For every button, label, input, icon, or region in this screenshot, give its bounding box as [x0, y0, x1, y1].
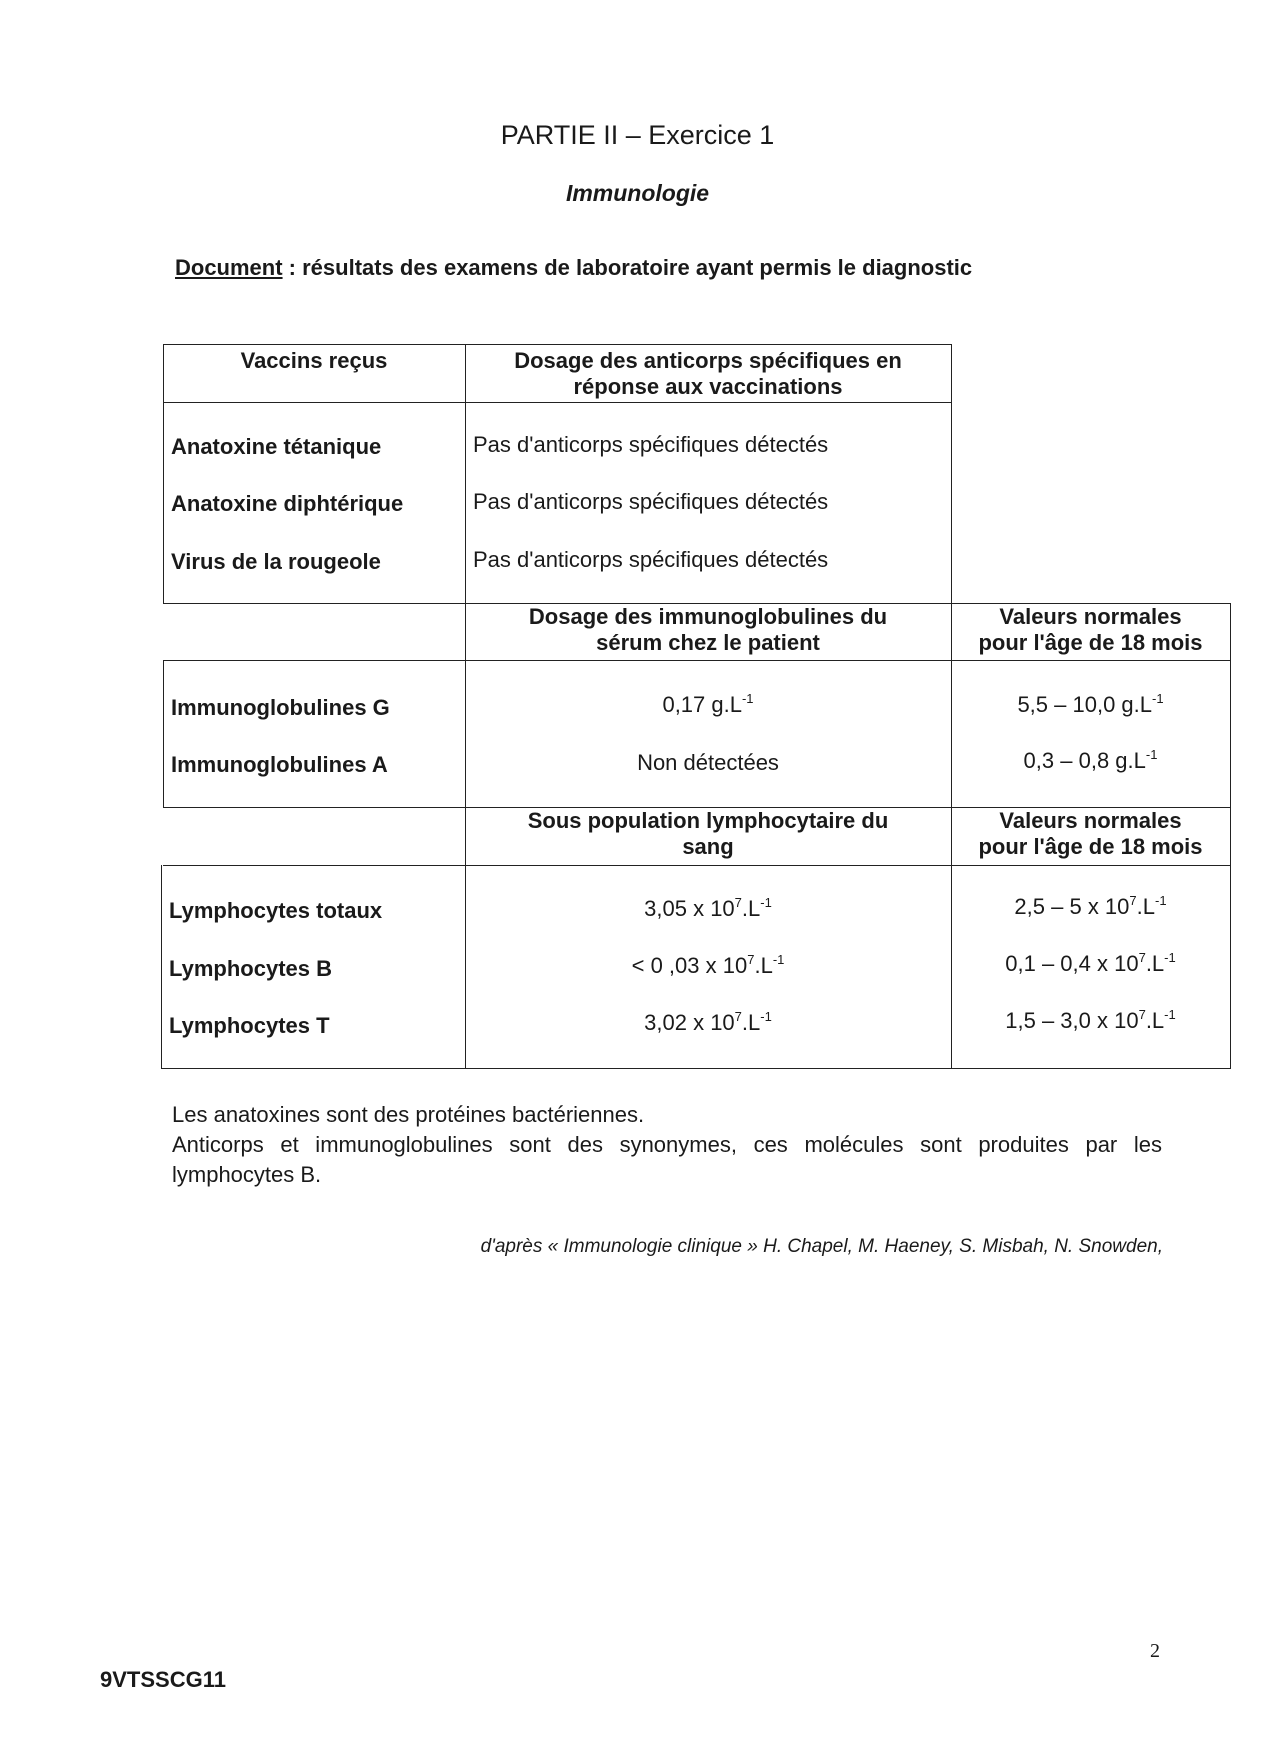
row-result: Pas d'anticorps spécifiques détectés: [473, 547, 829, 572]
header-antibody-dosage: [465, 348, 951, 400]
header-line: Dosage des immunoglobulines du: [528, 604, 888, 629]
note-paragraph: Les anatoxines sont des protéines bactériennes.: [172, 1102, 645, 1127]
row-value: 3,02 x $10^7.L^{-1}$: [644, 1009, 772, 1035]
header-immunoglobulin-dosage: [465, 604, 951, 656]
row-normal: 5,5 – 10,0 $g.L^{-1}$: [1017, 691, 1164, 717]
row-normal: 2,5 – 5 x $10^7.L^{-1}$: [1014, 893, 1167, 919]
row-value: Non détectées: [637, 750, 779, 775]
table-line: [163, 660, 1231, 661]
table-line: [161, 1068, 1231, 1069]
document-description: : résultats des examens de laboratoire ayant permis le diagnostic: [282, 255, 973, 280]
header-normal-values: [951, 808, 1230, 860]
document-code: 9VTSSCG11: [100, 1667, 226, 1692]
header-normal-values: [951, 604, 1230, 656]
row-normal: 0,1 – 0,4 x $10^7.L^{-1}$: [1005, 950, 1176, 976]
table-line: [1230, 603, 1231, 1068]
header-line: sang: [682, 834, 734, 859]
row-label: Lymphocytes B: [169, 956, 333, 981]
header-line: réponse aux vaccinations: [573, 374, 843, 399]
row-label: Lymphocytes totaux: [169, 898, 383, 923]
page-subtitle: Immunologie: [565, 180, 710, 206]
page-title: PARTIE II – Exercice 1: [500, 120, 775, 150]
row-result: Pas d'anticorps spécifiques détectés: [473, 432, 829, 457]
header-line: Valeurs normales: [999, 604, 1182, 629]
row-label: Anatoxine diphtérique: [171, 491, 404, 516]
row-value: 3,05 x $10^7.L^{-1}$: [644, 895, 772, 921]
table-line: [163, 344, 164, 603]
table-line: [161, 865, 162, 1069]
header-line: Valeurs normales: [999, 808, 1182, 833]
row-normal: 1,5 – 3,0 x $10^7.L^{-1}$: [1005, 1007, 1176, 1033]
table-line: [163, 402, 951, 403]
header-line: sérum chez le patient: [596, 630, 820, 655]
table-line: [163, 865, 1231, 866]
header-line: Dosage des anticorps spécifiques en: [514, 348, 902, 373]
header-line: Sous population lymphocytaire du: [527, 808, 889, 833]
header-line: pour l'âge de 18 mois: [978, 834, 1203, 859]
row-label: Virus de la rougeole: [171, 549, 381, 574]
row-result: Pas d'anticorps spécifiques détectés: [473, 489, 829, 514]
table-line: [163, 660, 164, 808]
row-value: < 0 ,03 x $10^7.L^{-1}$: [631, 952, 785, 978]
header-vaccines: Vaccins reçus: [240, 348, 388, 373]
note-paragraph: Anticorps et immunoglobulines sont des synonymes, ces molécules sont produites par les lymphocytes B.: [172, 1132, 1162, 1187]
row-label: Immunoglobulines A: [171, 752, 388, 777]
document-label: Document: [175, 255, 283, 280]
notes: [172, 1100, 1162, 1190]
row-label: Lymphocytes T: [169, 1013, 330, 1038]
row-label: Anatoxine tétanique: [171, 434, 382, 459]
row-label: Immunoglobulines G: [171, 695, 390, 720]
header-lymphocyte-subpopulation: [465, 808, 951, 860]
row-value: 0,17 $g.L^{-1}$: [662, 691, 754, 717]
header-line: pour l'âge de 18 mois: [978, 630, 1203, 655]
row-normal: 0,3 – 0,8 $g.L^{-1}$: [1023, 747, 1158, 773]
page-number: 2: [1150, 1640, 1160, 1662]
document-caption: [175, 255, 972, 281]
table-line: [163, 344, 951, 345]
source-citation: d'après « Immunologie clinique » H. Chapel, M. Haeney, S. Misbah, N. Snowden,: [480, 1236, 1163, 1257]
